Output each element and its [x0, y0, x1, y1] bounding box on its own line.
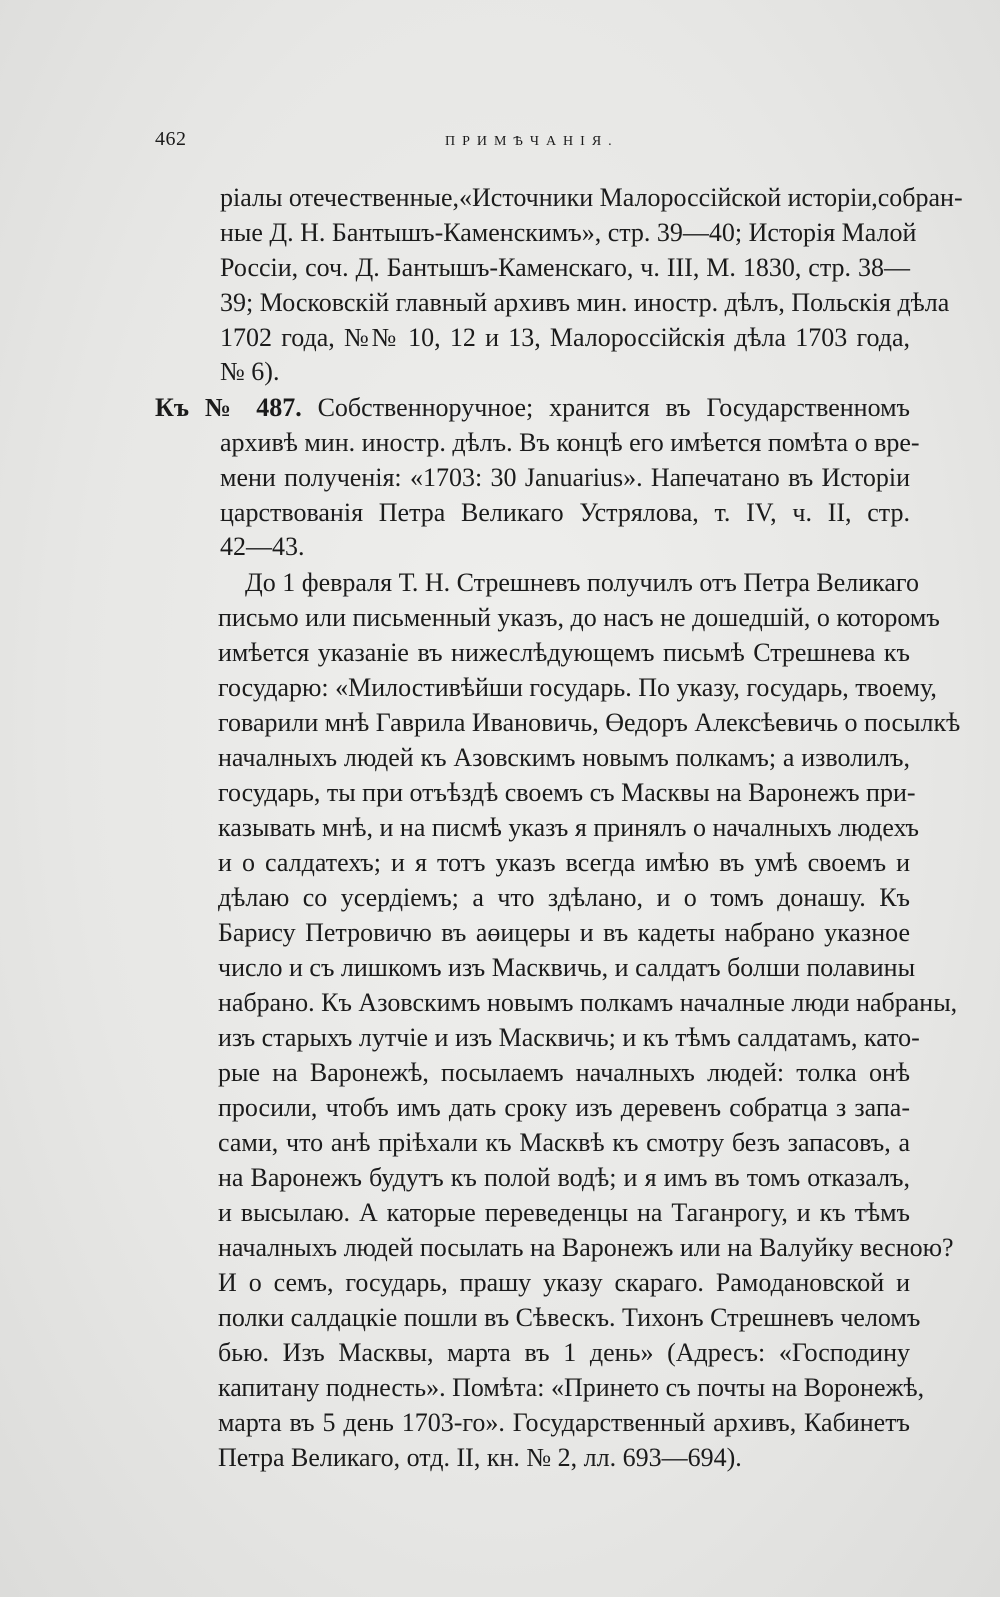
- text-line: говарили мнѣ Гаврила Ивановичь, Өедоръ Алексѣевичь о посылкѣ: [218, 708, 961, 737]
- text-line: 42—43.: [220, 532, 305, 561]
- text-line: марта въ 5 день 1703-го». Государственный архивъ, Кабинетъ: [218, 1408, 910, 1437]
- text-line: рые на Варонежѣ, посылаемъ началныхъ людей: толка онѣ: [218, 1058, 910, 1087]
- text-line: № 6).: [220, 357, 280, 386]
- text-line: началныхъ людей посылать на Варонежъ или на Валуйку весною?: [218, 1233, 954, 1262]
- text-line: 1702 года, №№ 10, 12 и 13, Малороссійскія дѣла 1703 года,: [220, 323, 910, 352]
- running-head: ПРИМѢЧАНІЯ.: [445, 134, 619, 149]
- text-line: архивѣ мин. иностр. дѣлъ. Въ концѣ его имѣется помѣта о вре-: [220, 428, 920, 457]
- text-line: письмо или письменный указъ, до насъ не дошедшій, о которомъ: [218, 603, 940, 632]
- text-line: на Варонежъ будутъ къ полой водѣ; и я имъ въ томъ отказалъ,: [218, 1163, 910, 1192]
- note-heading-line: [155, 393, 910, 423]
- page-header: [155, 128, 915, 158]
- text-line: казывать мнѣ, и на писмѣ указъ я принялъ о началныхъ людехъ: [218, 813, 919, 842]
- text-line: 39; Московскій главный архивъ мин. иностр. дѣлъ, Польскія дѣла: [220, 288, 950, 317]
- text-line: имѣется указаніе въ нижеслѣдующемъ письмѣ Стрешнева къ: [218, 638, 910, 667]
- text-line: изъ старыхъ лутчіе и изъ Масквичь; и къ тѣмъ салдатамъ, като-: [218, 1023, 920, 1052]
- text-line: государь, ты при отъѣздѣ своемъ съ Масквы на Варонежъ при-: [218, 778, 916, 807]
- text-line: началныхъ людей къ Азовскимъ новымъ полкамъ; а изволилъ,: [218, 743, 910, 772]
- text-line: дѣлаю со усердіемъ; а что здѣлано, и о томъ донашу. Къ: [218, 883, 910, 912]
- note-number: Къ № 487.: [155, 393, 302, 422]
- text-line: полки салдацкіе пошли въ Сѣвескъ. Тихонъ Стрешневъ челомъ: [218, 1303, 921, 1332]
- text-line: просили, чтобъ имъ дать сроку изъ деревенъ собратца з запа-: [218, 1093, 910, 1122]
- note-first-line: Собственноручное; хранится въ Государственномъ: [317, 393, 910, 422]
- text-line: Барису Петровичю въ аөицеры и въ кадеты набрано указное: [218, 918, 910, 947]
- text-line: Россіи, соч. Д. Бантышъ-Каменскаго, ч. III, М. 1830, стр. 38—: [220, 253, 910, 282]
- page-number: 462: [155, 128, 187, 150]
- text-line: и о салдатехъ; и я тотъ указъ всегда имѣю въ умѣ своемъ и: [218, 848, 910, 877]
- text-line: сами, что анѣ пріѣхали къ Масквѣ къ смотру безъ запасовъ, а: [218, 1128, 910, 1157]
- text-line: число и съ лишкомъ изъ Масквичь, и салдатъ болши полавины: [218, 953, 916, 982]
- text-line: ріалы отечественные,«Источники Малороссійской исторіи,собран-: [220, 183, 963, 212]
- text-line: До 1 февраля Т. Н. Стрешневъ получилъ отъ Петра Великаго: [245, 568, 919, 597]
- text-line: царствованія Петра Великаго Устрялова, т. IV, ч. II, стр.: [220, 498, 910, 527]
- text-line: И о семъ, государь, прашу указу скараго. Рамодановской и: [218, 1268, 910, 1297]
- text-line: Петра Великаго, отд. II, кн. № 2, лл. 693—694).: [218, 1443, 742, 1472]
- text-line: ные Д. Н. Бантышъ-Каменскимъ», стр. 39—40; Исторія Малой: [220, 218, 917, 247]
- text-line: бью. Изъ Масквы, марта въ 1 день» (Адресъ: «Господину: [218, 1338, 910, 1367]
- text-line: капитану поднесть». Помѣта: «Принето съ почты на Воронежѣ,: [218, 1373, 925, 1402]
- text-line: мени полученія: «1703: 30 Januarius». Напечатано въ Исторіи: [220, 463, 910, 492]
- text-line: и высылаю. А каторые переведенцы на Таганрогу, и къ тѣмъ: [218, 1198, 910, 1227]
- text-line: набрано. Къ Азовскимъ новымъ полкамъ началные люди набраны,: [218, 988, 958, 1017]
- text-line: государю: «Милостивѣйши государь. По указу, государь, твоему,: [218, 673, 937, 702]
